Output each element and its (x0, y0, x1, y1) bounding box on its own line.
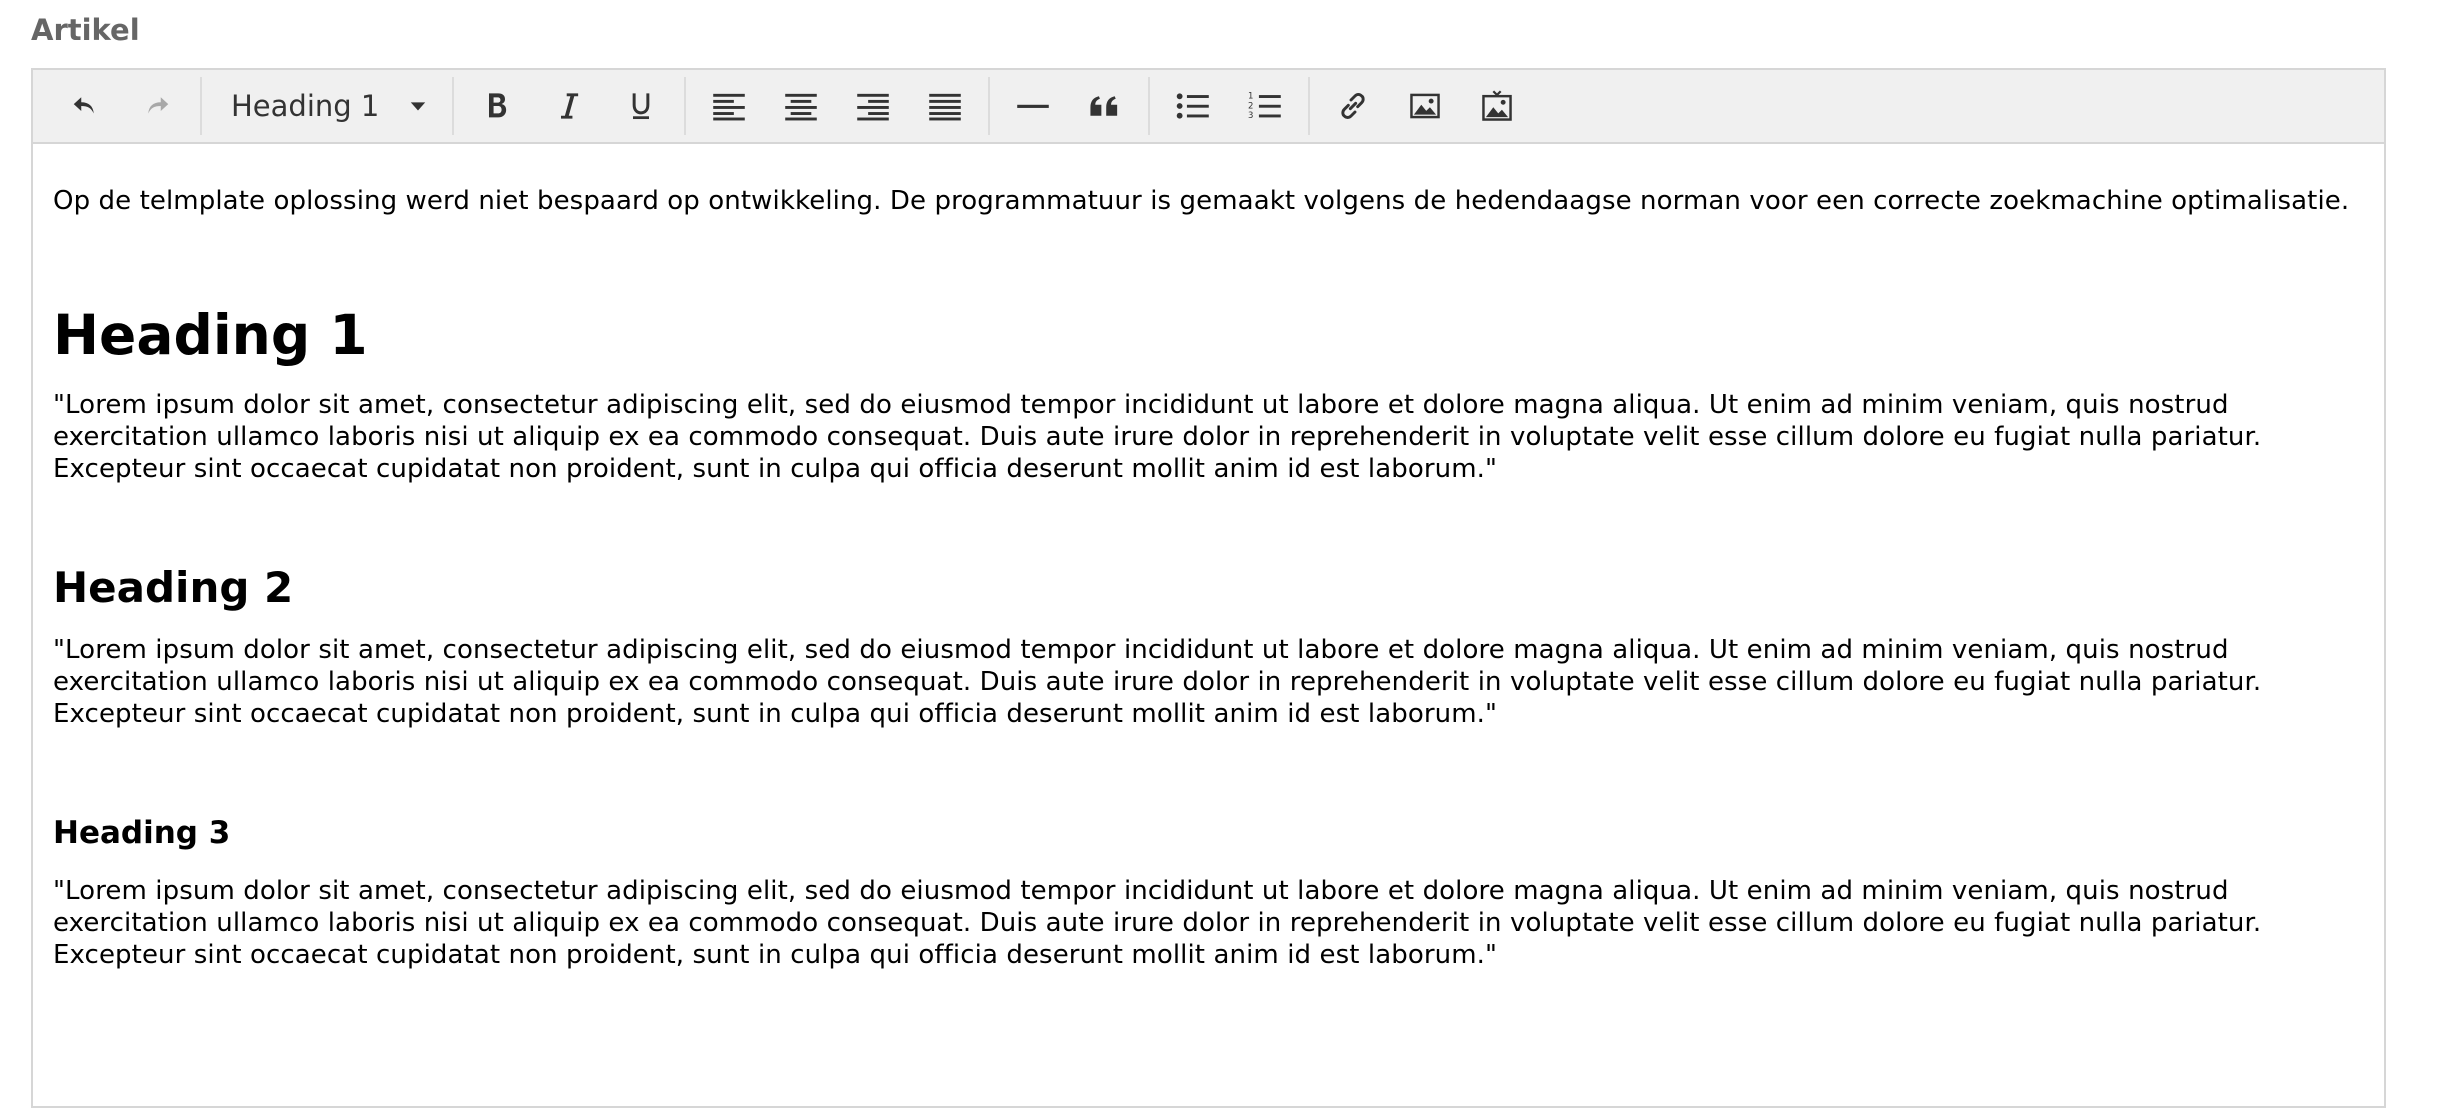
paragraph-line: exercitation ullamco laboris nisi ut aliquip ex ea commodo consequat. Duis aute irure dolor in reprehenderit in voluptate velit esse cillum dolore eu fugiat nulla pariatur. (53, 667, 2262, 697)
toolbar-separator (452, 77, 454, 135)
bold-icon (483, 90, 511, 122)
horizontal-line-icon (1016, 91, 1050, 121)
align-center-icon (784, 91, 818, 121)
paragraph-line: Excepteur sint occaecat cupidatat non proident, sunt in culpa qui officia deserunt mollit anim id est laborum." (53, 454, 1498, 484)
editor-toolbar (33, 70, 2384, 144)
paragraph-line: exercitation ullamco laboris nisi ut aliquip ex ea commodo consequat. Duis aute irure dolor in reprehenderit in voluptate velit esse cillum dolore eu fugiat nulla pariatur. (53, 422, 2262, 452)
paragraph-line: Excepteur sint occaecat cupidatat non proident, sunt in culpa qui officia deserunt mollit anim id est laborum." (53, 699, 1498, 729)
paragraph-line: Excepteur sint occaecat cupidatat non proident, sunt in culpa qui officia deserunt mollit anim id est laborum." (53, 940, 1498, 970)
align-right-button[interactable] (837, 76, 909, 136)
image-gallery-icon (1481, 90, 1513, 122)
heading-1: Heading 1 (53, 303, 368, 367)
rich-text-editor (31, 68, 2386, 1108)
field-label: Artikel (31, 13, 140, 47)
align-justify-icon (928, 91, 962, 121)
toolbar-separator (1308, 77, 1310, 135)
bulleted-list-icon (1176, 91, 1210, 121)
image-button[interactable] (1389, 76, 1461, 136)
align-left-icon (712, 91, 746, 121)
blockquote-icon (1088, 91, 1122, 121)
paragraph-1 (53, 389, 2364, 485)
toolbar-separator (988, 77, 990, 135)
redo-button[interactable] (121, 76, 193, 136)
intro-paragraph: Op de telmplate oplossing werd niet bespaard op ontwikkeling. De programmatuur is gemaakt volgens de hedendaagse norman voor een correcte zoekmachine optimalisatie. (53, 186, 2350, 216)
svg-text:2: 2 (1248, 101, 1254, 112)
svg-text:1: 1 (1248, 91, 1254, 102)
paragraph-2 (53, 634, 2364, 730)
toolbar-separator (684, 77, 686, 135)
numbered-list-button[interactable] (1229, 76, 1301, 136)
horizontal-line-button[interactable] (997, 76, 1069, 136)
bold-button[interactable] (461, 76, 533, 136)
italic-button[interactable] (533, 76, 605, 136)
redo-icon (142, 91, 172, 121)
paragraph-3 (53, 875, 2364, 971)
svg-text:3: 3 (1248, 111, 1254, 122)
image-gallery-button[interactable] (1461, 76, 1533, 136)
link-button[interactable] (1317, 76, 1389, 136)
paragraph-line: exercitation ullamco laboris nisi ut aliquip ex ea commodo consequat. Duis aute irure dolor in reprehenderit in voluptate velit esse cillum dolore eu fugiat nulla pariatur. (53, 908, 2262, 938)
italic-icon (555, 90, 583, 122)
link-icon (1337, 90, 1369, 122)
heading-2: Heading 2 (53, 563, 294, 612)
editor-content[interactable] (33, 185, 2384, 971)
underline-button[interactable] (605, 76, 677, 136)
format-select-value: Heading 1 (231, 89, 380, 123)
numbered-list-icon (1248, 90, 1282, 122)
chevron-down-icon (409, 97, 427, 115)
underline-icon (627, 90, 655, 122)
format-select[interactable] (209, 76, 445, 136)
bulleted-list-button[interactable] (1157, 76, 1229, 136)
blockquote-button[interactable] (1069, 76, 1141, 136)
heading-3: Heading 3 (53, 815, 231, 851)
toolbar-separator (1148, 77, 1150, 135)
toolbar-separator (200, 77, 202, 135)
undo-icon (70, 91, 100, 121)
align-left-button[interactable] (693, 76, 765, 136)
image-icon (1409, 91, 1441, 121)
paragraph-line: "Lorem ipsum dolor sit amet, consectetur adipiscing elit, sed do eiusmod tempor incididunt ut labore et dolore magna aliqua. Ut enim ad minim veniam, quis nostrud (53, 876, 2229, 906)
align-right-icon (856, 91, 890, 121)
paragraph-line: "Lorem ipsum dolor sit amet, consectetur adipiscing elit, sed do eiusmod tempor incididunt ut labore et dolore magna aliqua. Ut enim ad minim veniam, quis nostrud (53, 390, 2229, 420)
paragraph-line: "Lorem ipsum dolor sit amet, consectetur adipiscing elit, sed do eiusmod tempor incididunt ut labore et dolore magna aliqua. Ut enim ad minim veniam, quis nostrud (53, 635, 2229, 665)
undo-button[interactable] (49, 76, 121, 136)
align-justify-button[interactable] (909, 76, 981, 136)
align-center-button[interactable] (765, 76, 837, 136)
